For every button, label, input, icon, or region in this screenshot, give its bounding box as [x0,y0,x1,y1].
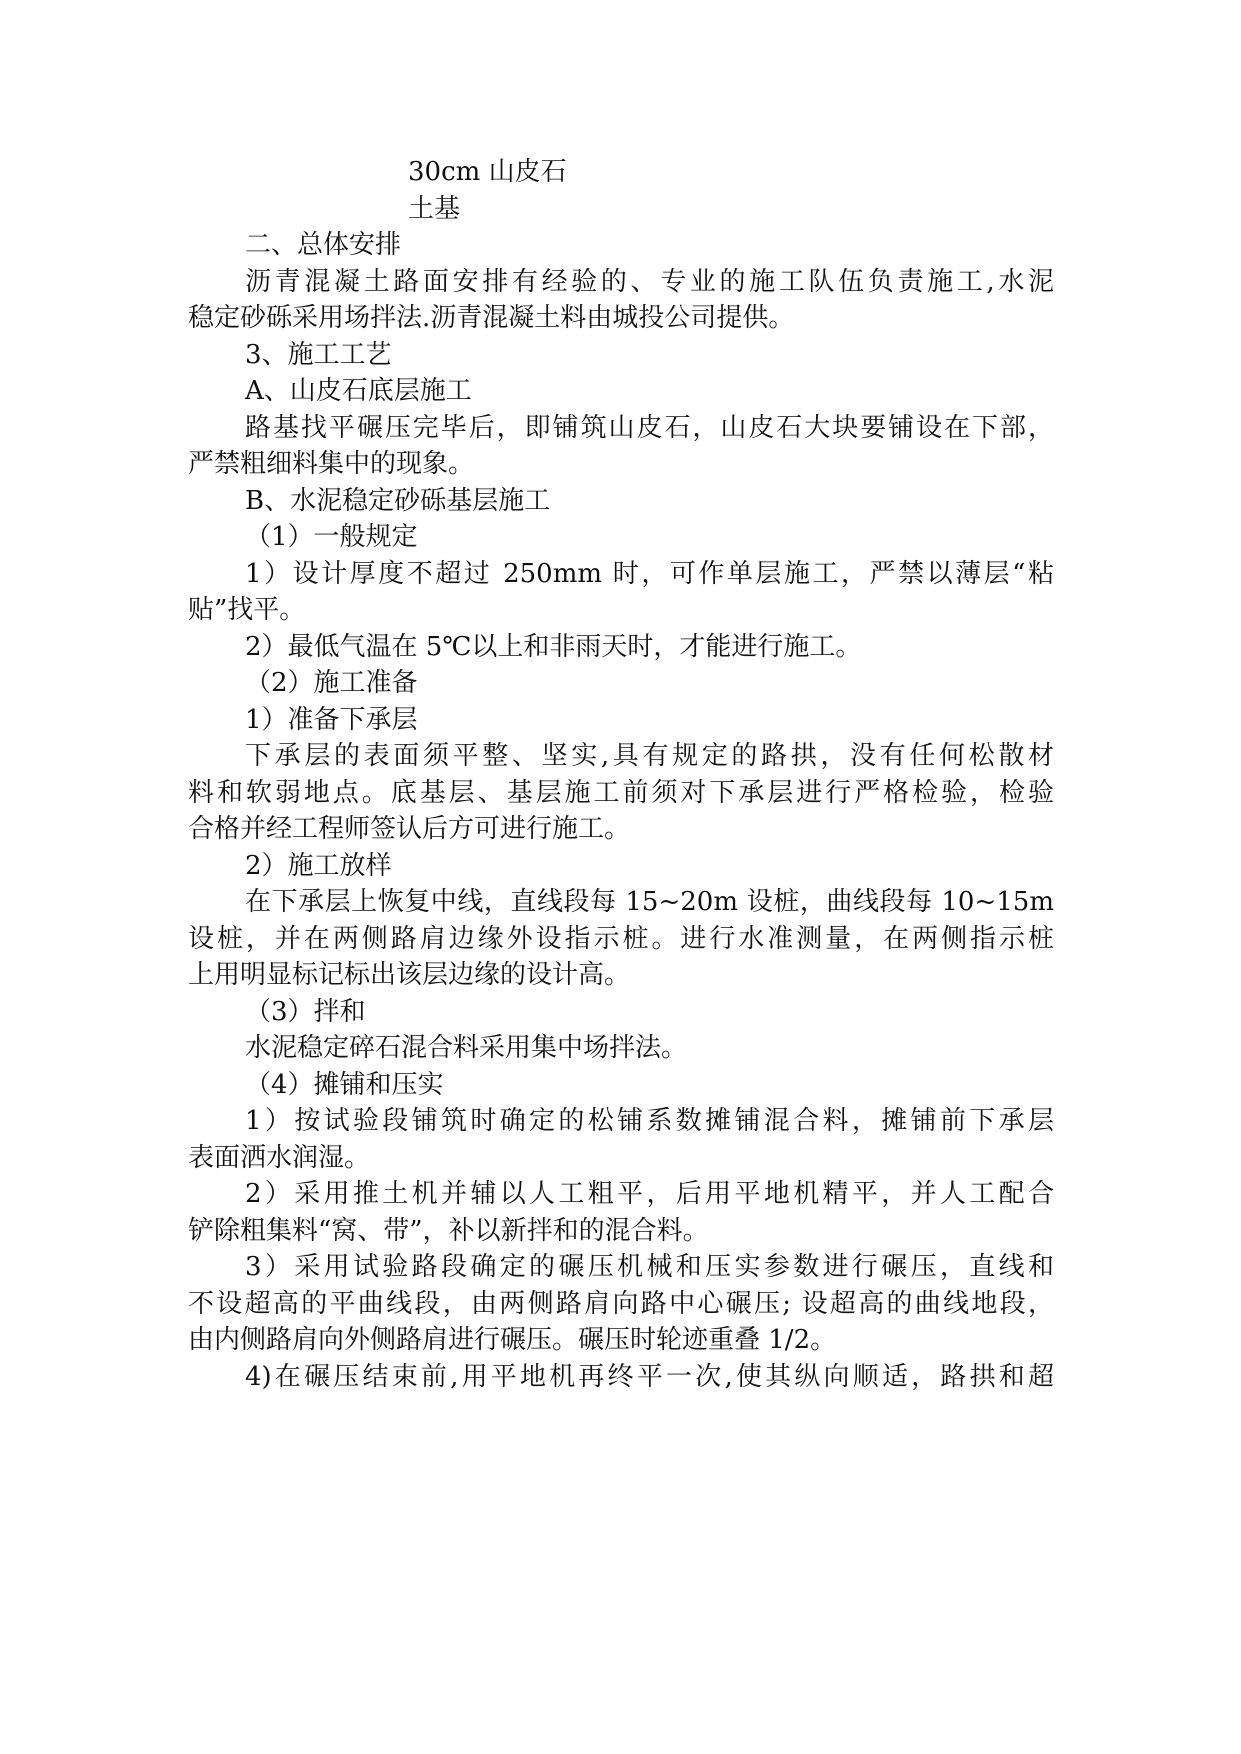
item-heading: （4）摊铺和压实 [245,1069,444,1100]
document-body [188,154,1054,1395]
item-heading: 1）准备下承层 [245,704,418,735]
paragraph-line: 合格并经工程师签认后方可进行施工。 [188,814,631,844]
section-heading: 二、总体安排 [245,230,402,260]
paragraph-line: 设桩，并在两侧路肩边缘外设指示桩。进行水准测量，在两侧指示桩 [188,923,1054,954]
paragraph-line: 下承层的表面须平整、坚实,具有规定的路拱，没有任何松散材 [245,741,1054,771]
paragraph-line: 3）采用试验路段确定的碾压机械和压实参数进行碾压，直线和 [245,1252,1054,1282]
paragraph-line: 料和软弱地点。底基层、基层施工前须对下承层进行严格检验，检验 [188,777,1054,808]
paragraph-line: 1）按试验段铺筑时确定的松铺系数摊铺混合料，摊铺前下承层 [245,1106,1054,1136]
paragraph-line: 水泥稳定碎石混合料采用集中场拌法。 [245,1033,688,1063]
section-heading: 3、施工工艺 [245,339,392,370]
paragraph-line: 贴”找平。 [188,595,306,625]
paragraph-line: 在下承层上恢复中线，直线段每 15~20m 设桩，曲线段每 10~15m [245,887,1054,917]
item-heading: 2）施工放样 [245,850,392,881]
subsection-heading: B、水泥稳定砂砾基层施工 [245,485,551,516]
subsection-heading: A、山皮石底层施工 [245,376,472,406]
paragraph-line: 铲除粗集料“窝、带”，补以新拌和的混合料。 [188,1215,709,1246]
paragraph-line: 沥青混凝土路面安排有经验的、专业的施工队伍负责施工,水泥 [245,266,1054,297]
paragraph-line: 表面洒水润湿。 [188,1142,371,1173]
paragraph-line: 严禁粗细料集中的现象。 [188,449,475,479]
item-heading: （1）一般规定 [245,522,418,552]
paragraph-line: 2）采用推土机并辅以人工粗平，后用平地机精平，并人工配合 [245,1179,1054,1209]
paragraph-line: 路基找平碾压完毕后，即铺筑山皮石，山皮石大块要铺设在下部， [245,412,1054,443]
item-heading: （2）施工准备 [245,668,418,698]
paragraph-line: 2）最低气温在 5℃以上和非雨天时，才能进行施工。 [245,631,862,662]
paragraph-line: 由内侧路肩向外侧路肩进行碾压。碾压时轮迹重叠 1/2。 [188,1325,837,1355]
paragraph-line: 上用明显标记标出该层边缘的设计高。 [188,960,631,990]
item-heading: （3）拌和 [245,996,366,1027]
paragraph-line: 4)在碾压结束前,用平地机再终平一次,使其纵向顺适，路拱和超 [245,1361,1054,1392]
paragraph-line: 稳定砂砾采用场拌法.沥青混凝土料由城投公司提供。 [188,303,795,333]
paragraph-line: 不设超高的平曲线段，由两侧路肩向路中心碾压; 设超高的曲线地段， [188,1288,1054,1319]
layer-label: 30cm 山皮石 [408,157,567,187]
layer-label: 土基 [408,193,461,224]
paragraph-line: 1）设计厚度不超过 250mm 时，可作单层施工，严禁以薄层“粘 [245,558,1054,589]
